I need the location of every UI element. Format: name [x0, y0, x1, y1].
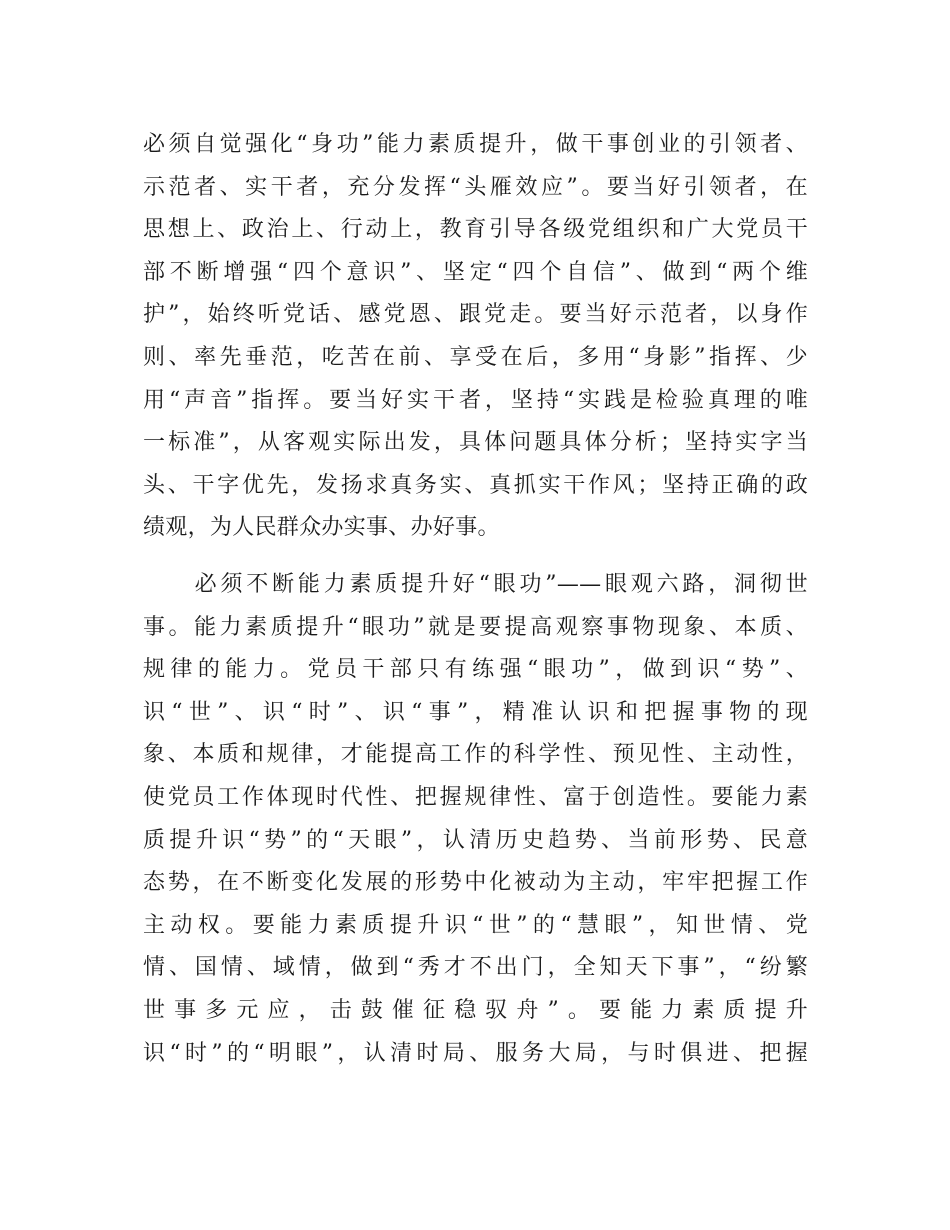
text-line: 规律的能力。党员干部只有练强“眼功”，做到识“势”、	[143, 657, 808, 683]
text-line: 事。能力素质提升“眼功”就是要提高观察事物现象、本质、	[143, 614, 808, 640]
text-line: 主动权。要能力素质提升识“世”的“慧眼”，知世情、党	[143, 912, 808, 938]
text-line: 用“声音”指挥。要当好实干者，坚持“实践是检验真理的唯	[143, 387, 808, 413]
text-line: 使党员工作体现时代性、把握规律性、富于创造性。要能力素	[143, 784, 808, 810]
paragraph-body-2	[143, 564, 808, 1075]
text-line: 识“世”、识“时”、识“事”，精准认识和把握事物的现	[143, 699, 808, 725]
text-line: 必须不断能力素质提升好“眼功”——眼观六路，洞彻世	[143, 572, 808, 597]
text-line: 示范者、实干者，充分发挥“头雁效应”。要当好引领者，在	[143, 174, 808, 200]
text-line: 态势，在不断变化发展的形势中化被动为主动，牢牢把握工作	[143, 870, 808, 896]
text-line: 识“时”的“明眼”，认清时局、服务大局，与时俱进、把握	[143, 1040, 808, 1066]
text-line: 一标准”，从客观实际出发，具体问题具体分析；坚持实字当	[143, 430, 808, 456]
text-line: 质提升识“势”的“天眼”，认清历史趋势、当前形势、民意	[143, 827, 808, 853]
text-line: 必须自觉强化“身功”能力素质提升，做干事创业的引领者、	[143, 132, 808, 157]
text-line: 绩观，为人民群众办实事、办好事。	[143, 515, 500, 541]
text-line: 护”，始终听党话、感党恩、跟党走。要当好示范者，以身作	[143, 302, 808, 328]
text-line: 世事多元应，击鼓催征稳驭舟”。要能力素质提升	[143, 997, 808, 1023]
text-line: 象、本质和规律，才能提高工作的科学性、预见性、主动性，	[143, 742, 808, 768]
text-line: 思想上、政治上、行动上，教育引导各级党组织和广大党员干	[143, 217, 808, 243]
paragraph-body-1	[143, 124, 808, 550]
text-line: 部不断增强“四个意识”、坚定“四个自信”、做到“两个维	[143, 259, 808, 285]
text-line: 头、干字优先，发扬求真务实、真抓实干作风；坚持正确的政	[143, 472, 808, 498]
text-line: 则、率先垂范，吃苦在前、享受在后，多用“身影”指挥、少	[143, 344, 808, 370]
text-line: 情、国情、域情，做到“秀才不出门，全知天下事”，“纷繁	[143, 955, 808, 981]
